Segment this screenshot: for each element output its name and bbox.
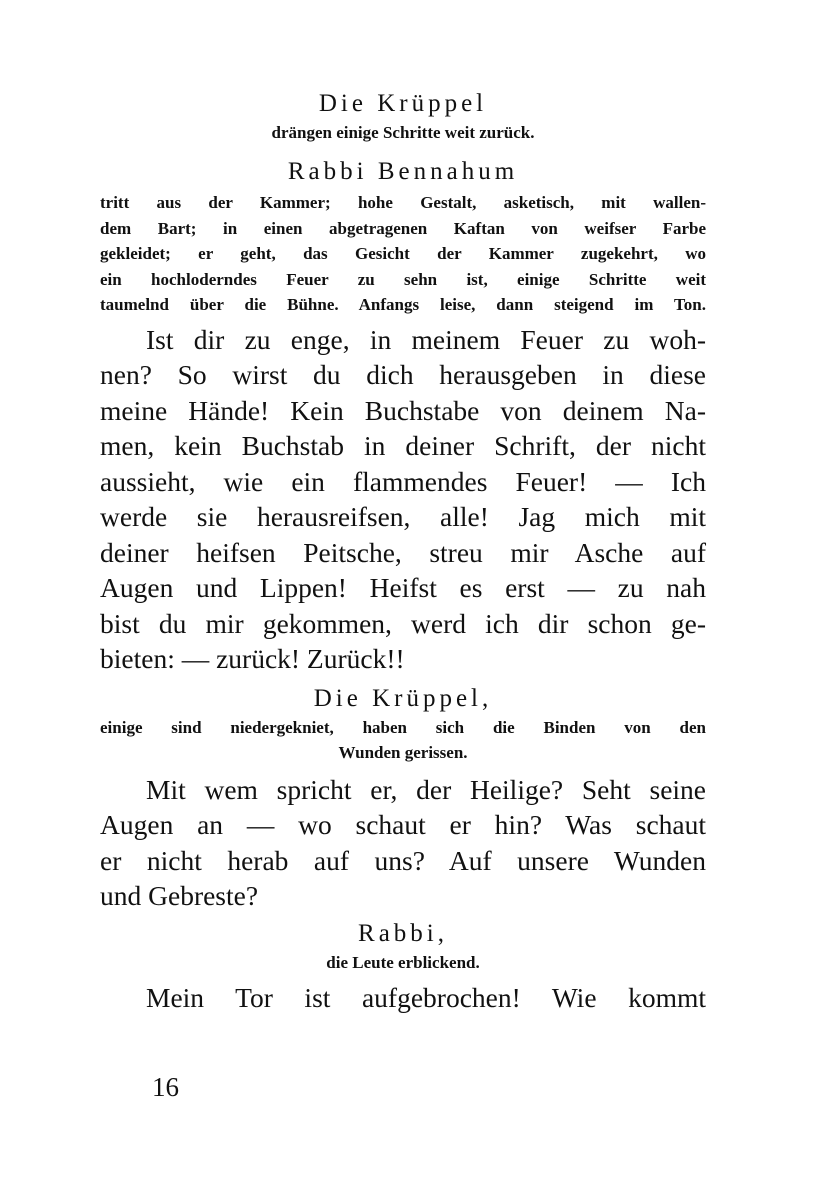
speaker-name: Die Krüppel [318, 90, 488, 117]
stage-direction-line: Wunden gerissen. [338, 743, 468, 762]
stage-direction [100, 190, 706, 318]
stage-direction-line: gekleidet; er geht, das Gesicht der Kammer zugekehrt, wo [100, 244, 706, 263]
page-number: 16 [152, 1072, 179, 1102]
speech-line: Augen und Lippen! Heifst es erst — zu nah [100, 572, 706, 603]
speech [100, 980, 706, 1016]
stage-direction: die Leute erblickend. [326, 952, 480, 972]
stage-direction-line: einige sind niedergekniet, haben sich die Binden von den [100, 717, 706, 737]
stage-direction-line: tritt aus der Kammer; hohe Gestalt, asketisch, mit wallen- [100, 193, 706, 212]
speaker-name: Rabbi Bennahum [287, 158, 519, 185]
speech-line: bieten: — zurück! Zurück!! [100, 643, 405, 674]
speech-line: aussieht, wie ein flammendes Feuer! — Ich [100, 465, 706, 497]
speech-line: Mit wem spricht er, der Heilige? Seht seine [146, 773, 706, 805]
speech [100, 772, 706, 914]
stage-direction-line: taumelnd über die Bühne. Anfangs leise, dann steigend im Ton. [100, 295, 706, 314]
speech [100, 322, 706, 677]
stage-direction [100, 715, 706, 766]
speech-line: bist du mir gekommen, werd ich dir schon ge- [100, 607, 706, 639]
speech-line: deiner heifsen Peitsche, streu mir Asche auf [100, 536, 706, 568]
speech-line: er nicht herab auf uns? Auf unsere Wunden [100, 844, 706, 876]
speech-line: Mein Tor ist aufgebrochen! Wie kommt [146, 981, 706, 1013]
speech-line: Ist dir zu enge, in meinem Feuer zu woh- [146, 323, 706, 355]
stage-direction-line: ein hochloderndes Feuer zu sehn ist, einige Schritte weit [100, 269, 706, 289]
stage-direction: drängen einige Schritte weit zurück. [271, 123, 535, 142]
stage-direction-line: dem Bart; in einen abgetragenen Kaftan von weifser Farbe [100, 218, 706, 238]
speaker-name: Die Krüppel, [313, 684, 493, 712]
page-text [100, 88, 706, 1015]
speech-line: men, kein Buchstab in deiner Schrift, der nicht [100, 430, 706, 461]
speech-line: werde sie herausreifsen, alle! Jag mich mit [100, 501, 706, 532]
speech-line: Augen an — wo schaut er hin? Was schaut [100, 809, 706, 840]
speech-line: meine Hände! Kein Buchstabe von deinem Na- [100, 394, 706, 426]
speech-line: nen? So wirst du dich herausgeben in diese [100, 359, 706, 390]
speech-line: und Gebreste? [100, 880, 259, 911]
speaker-name: Rabbi, [358, 919, 448, 947]
